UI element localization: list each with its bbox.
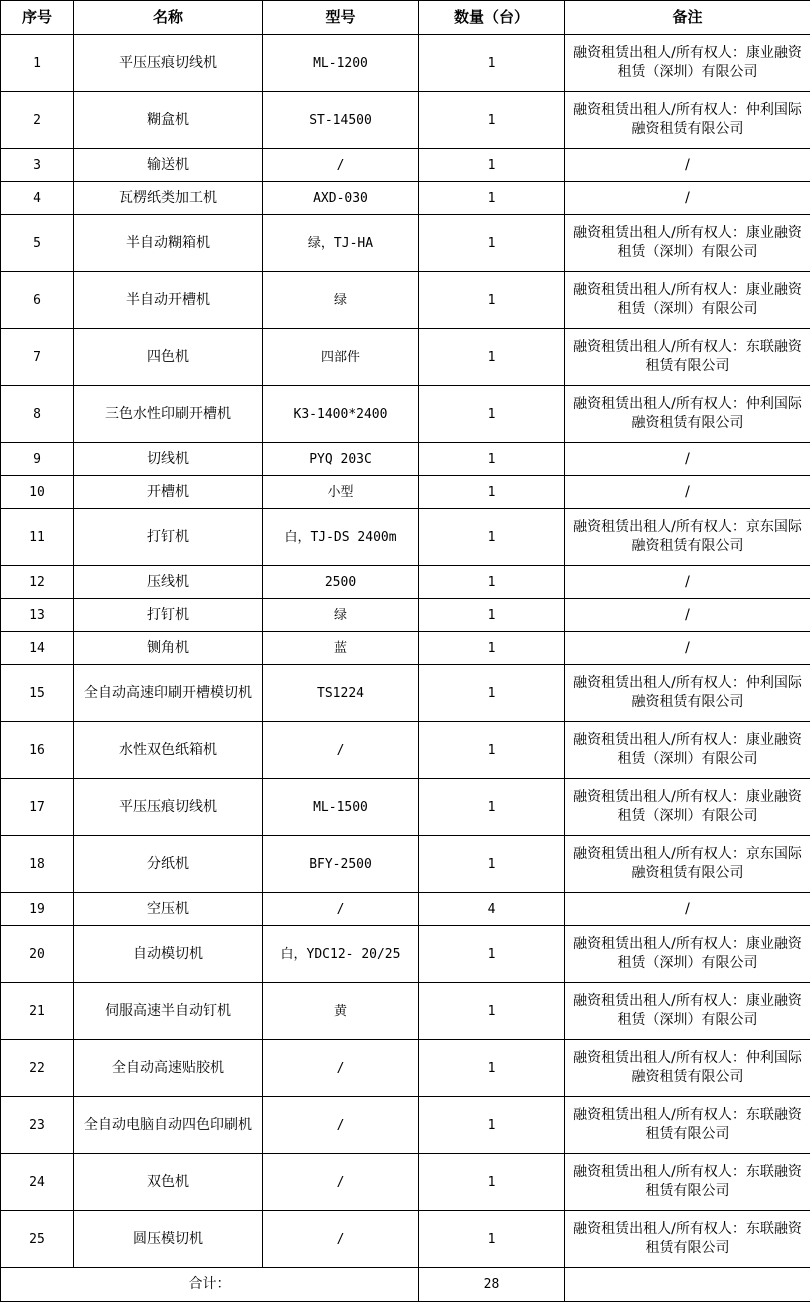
cell-note: 融资租赁出租人/所有权人：康业融资租赁（深圳）有限公司 [565,983,810,1040]
cell-note: 融资租赁出租人/所有权人：康业融资租赁（深圳）有限公司 [565,35,810,92]
cell-qty: 1 [419,386,565,443]
table-row [1,272,810,329]
cell-note: 融资租赁出租人/所有权人：康业融资租赁（深圳）有限公司 [565,272,810,329]
cell-seq: 24 [1,1154,74,1211]
cell-name: 半自动开槽机 [74,272,263,329]
cell-model: PYQ 203C [263,443,419,476]
cell-seq: 11 [1,509,74,566]
cell-note: 融资租赁出租人/所有权人：仲利国际融资租赁有限公司 [565,92,810,149]
cell-note: 融资租赁出租人/所有权人：东联融资租赁有限公司 [565,1211,810,1268]
cell-note: 融资租赁出租人/所有权人：京东国际融资租赁有限公司 [565,509,810,566]
cell-model: / [263,722,419,779]
table-row [1,386,810,443]
cell-name: 平压压痕切线机 [74,35,263,92]
cell-model: 小型 [263,476,419,509]
cell-note: 融资租赁出租人/所有权人：东联融资租赁有限公司 [565,329,810,386]
table-row [1,599,810,632]
cell-seq: 15 [1,665,74,722]
cell-seq: 8 [1,386,74,443]
table-row [1,665,810,722]
cell-qty: 1 [419,632,565,665]
cell-seq: 19 [1,893,74,926]
cell-model: 白，YDC12- 20/25 [263,926,419,983]
table-row [1,566,810,599]
table-row [1,779,810,836]
cell-qty: 1 [419,329,565,386]
cell-qty: 1 [419,566,565,599]
cell-note: / [565,893,810,926]
cell-name: 铡角机 [74,632,263,665]
cell-seq: 13 [1,599,74,632]
cell-qty: 1 [419,722,565,779]
header-model: 型号 [263,1,419,35]
cell-seq: 6 [1,272,74,329]
cell-name: 打钉机 [74,599,263,632]
cell-name: 伺服高速半自动钉机 [74,983,263,1040]
table-row [1,926,810,983]
cell-note: 融资租赁出租人/所有权人：东联融资租赁有限公司 [565,1154,810,1211]
cell-qty: 1 [419,215,565,272]
table-row [1,443,810,476]
cell-note: 融资租赁出租人/所有权人：康业融资租赁（深圳）有限公司 [565,722,810,779]
cell-qty: 1 [419,926,565,983]
table-body [1,35,810,1268]
cell-qty: 1 [419,836,565,893]
table-row [1,149,810,182]
header-row [1,1,810,35]
cell-qty: 1 [419,1040,565,1097]
cell-seq: 1 [1,35,74,92]
cell-note: / [565,566,810,599]
cell-seq: 7 [1,329,74,386]
cell-note: 融资租赁出租人/所有权人：京东国际融资租赁有限公司 [565,836,810,893]
cell-qty: 4 [419,893,565,926]
cell-seq: 10 [1,476,74,509]
cell-note: / [565,182,810,215]
table-row [1,215,810,272]
cell-note: 融资租赁出租人/所有权人：康业融资租赁（深圳）有限公司 [565,926,810,983]
cell-name: 水性双色纸箱机 [74,722,263,779]
table-row [1,1211,810,1268]
cell-qty: 1 [419,1154,565,1211]
cell-model: 蓝 [263,632,419,665]
table-row [1,182,810,215]
cell-name: 开槽机 [74,476,263,509]
cell-qty: 1 [419,509,565,566]
cell-name: 四色机 [74,329,263,386]
cell-model: K3-1400*2400 [263,386,419,443]
cell-model: 绿 [263,599,419,632]
cell-name: 空压机 [74,893,263,926]
total-note-empty [565,1268,810,1302]
cell-qty: 1 [419,35,565,92]
cell-qty: 1 [419,272,565,329]
cell-qty: 1 [419,983,565,1040]
cell-seq: 23 [1,1097,74,1154]
cell-qty: 1 [419,665,565,722]
cell-note: / [565,632,810,665]
header-name: 名称 [74,1,263,35]
cell-note: 融资租赁出租人/所有权人：仲利国际融资租赁有限公司 [565,665,810,722]
cell-model: / [263,1097,419,1154]
cell-name: 输送机 [74,149,263,182]
total-row [1,1268,810,1302]
cell-model: ML-1500 [263,779,419,836]
cell-model: AXD-030 [263,182,419,215]
table-row [1,1040,810,1097]
cell-note: / [565,149,810,182]
table-row [1,35,810,92]
cell-seq: 17 [1,779,74,836]
table-row [1,893,810,926]
cell-name: 打钉机 [74,509,263,566]
cell-note: / [565,476,810,509]
table-row [1,1154,810,1211]
table-row [1,1097,810,1154]
table-row [1,632,810,665]
cell-name: 压线机 [74,566,263,599]
cell-qty: 1 [419,92,565,149]
cell-qty: 1 [419,149,565,182]
total-label: 合计： [1,1268,419,1302]
cell-model: / [263,1154,419,1211]
table-row [1,836,810,893]
cell-model: / [263,1040,419,1097]
cell-model: / [263,1211,419,1268]
cell-name: 瓦楞纸类加工机 [74,182,263,215]
cell-qty: 1 [419,779,565,836]
cell-qty: 1 [419,1211,565,1268]
cell-name: 分纸机 [74,836,263,893]
cell-seq: 22 [1,1040,74,1097]
cell-model: / [263,149,419,182]
table-row [1,722,810,779]
cell-model: ML-1200 [263,35,419,92]
cell-seq: 16 [1,722,74,779]
cell-name: 平压压痕切线机 [74,779,263,836]
cell-model: / [263,893,419,926]
table-row [1,983,810,1040]
cell-name: 三色水性印刷开槽机 [74,386,263,443]
cell-model: TS1224 [263,665,419,722]
cell-note: 融资租赁出租人/所有权人：康业融资租赁（深圳）有限公司 [565,779,810,836]
table-row [1,92,810,149]
cell-note: 融资租赁出租人/所有权人：东联融资租赁有限公司 [565,1097,810,1154]
cell-seq: 25 [1,1211,74,1268]
cell-name: 全自动高速贴胶机 [74,1040,263,1097]
cell-note: / [565,599,810,632]
table-row [1,329,810,386]
table-row [1,476,810,509]
header-seq: 序号 [1,1,74,35]
cell-model: 绿，TJ-HA [263,215,419,272]
cell-seq: 20 [1,926,74,983]
cell-qty: 1 [419,182,565,215]
cell-qty: 1 [419,599,565,632]
cell-note: / [565,443,810,476]
cell-seq: 5 [1,215,74,272]
cell-model: ST-14500 [263,92,419,149]
cell-seq: 21 [1,983,74,1040]
cell-model: 四部件 [263,329,419,386]
cell-qty: 1 [419,476,565,509]
cell-seq: 2 [1,92,74,149]
cell-note: 融资租赁出租人/所有权人：康业融资租赁（深圳）有限公司 [565,215,810,272]
cell-note: 融资租赁出租人/所有权人：仲利国际融资租赁有限公司 [565,386,810,443]
cell-seq: 12 [1,566,74,599]
cell-name: 半自动糊箱机 [74,215,263,272]
cell-name: 全自动电脑自动四色印刷机 [74,1097,263,1154]
cell-qty: 1 [419,443,565,476]
cell-seq: 18 [1,836,74,893]
cell-name: 圆压模切机 [74,1211,263,1268]
cell-model: 白，TJ-DS 2400m [263,509,419,566]
cell-model: 绿 [263,272,419,329]
cell-seq: 9 [1,443,74,476]
cell-qty: 1 [419,1097,565,1154]
cell-note: 融资租赁出租人/所有权人：仲利国际融资租赁有限公司 [565,1040,810,1097]
cell-seq: 14 [1,632,74,665]
cell-model: 2500 [263,566,419,599]
cell-seq: 4 [1,182,74,215]
cell-model: 黄 [263,983,419,1040]
cell-name: 自动模切机 [74,926,263,983]
header-qty: 数量（台） [419,1,565,35]
cell-name: 糊盒机 [74,92,263,149]
cell-name: 切线机 [74,443,263,476]
table-row [1,509,810,566]
cell-seq: 3 [1,149,74,182]
total-qty: 28 [419,1268,565,1302]
cell-name: 全自动高速印刷开槽模切机 [74,665,263,722]
cell-name: 双色机 [74,1154,263,1211]
header-note: 备注 [565,1,810,35]
cell-model: BFY-2500 [263,836,419,893]
